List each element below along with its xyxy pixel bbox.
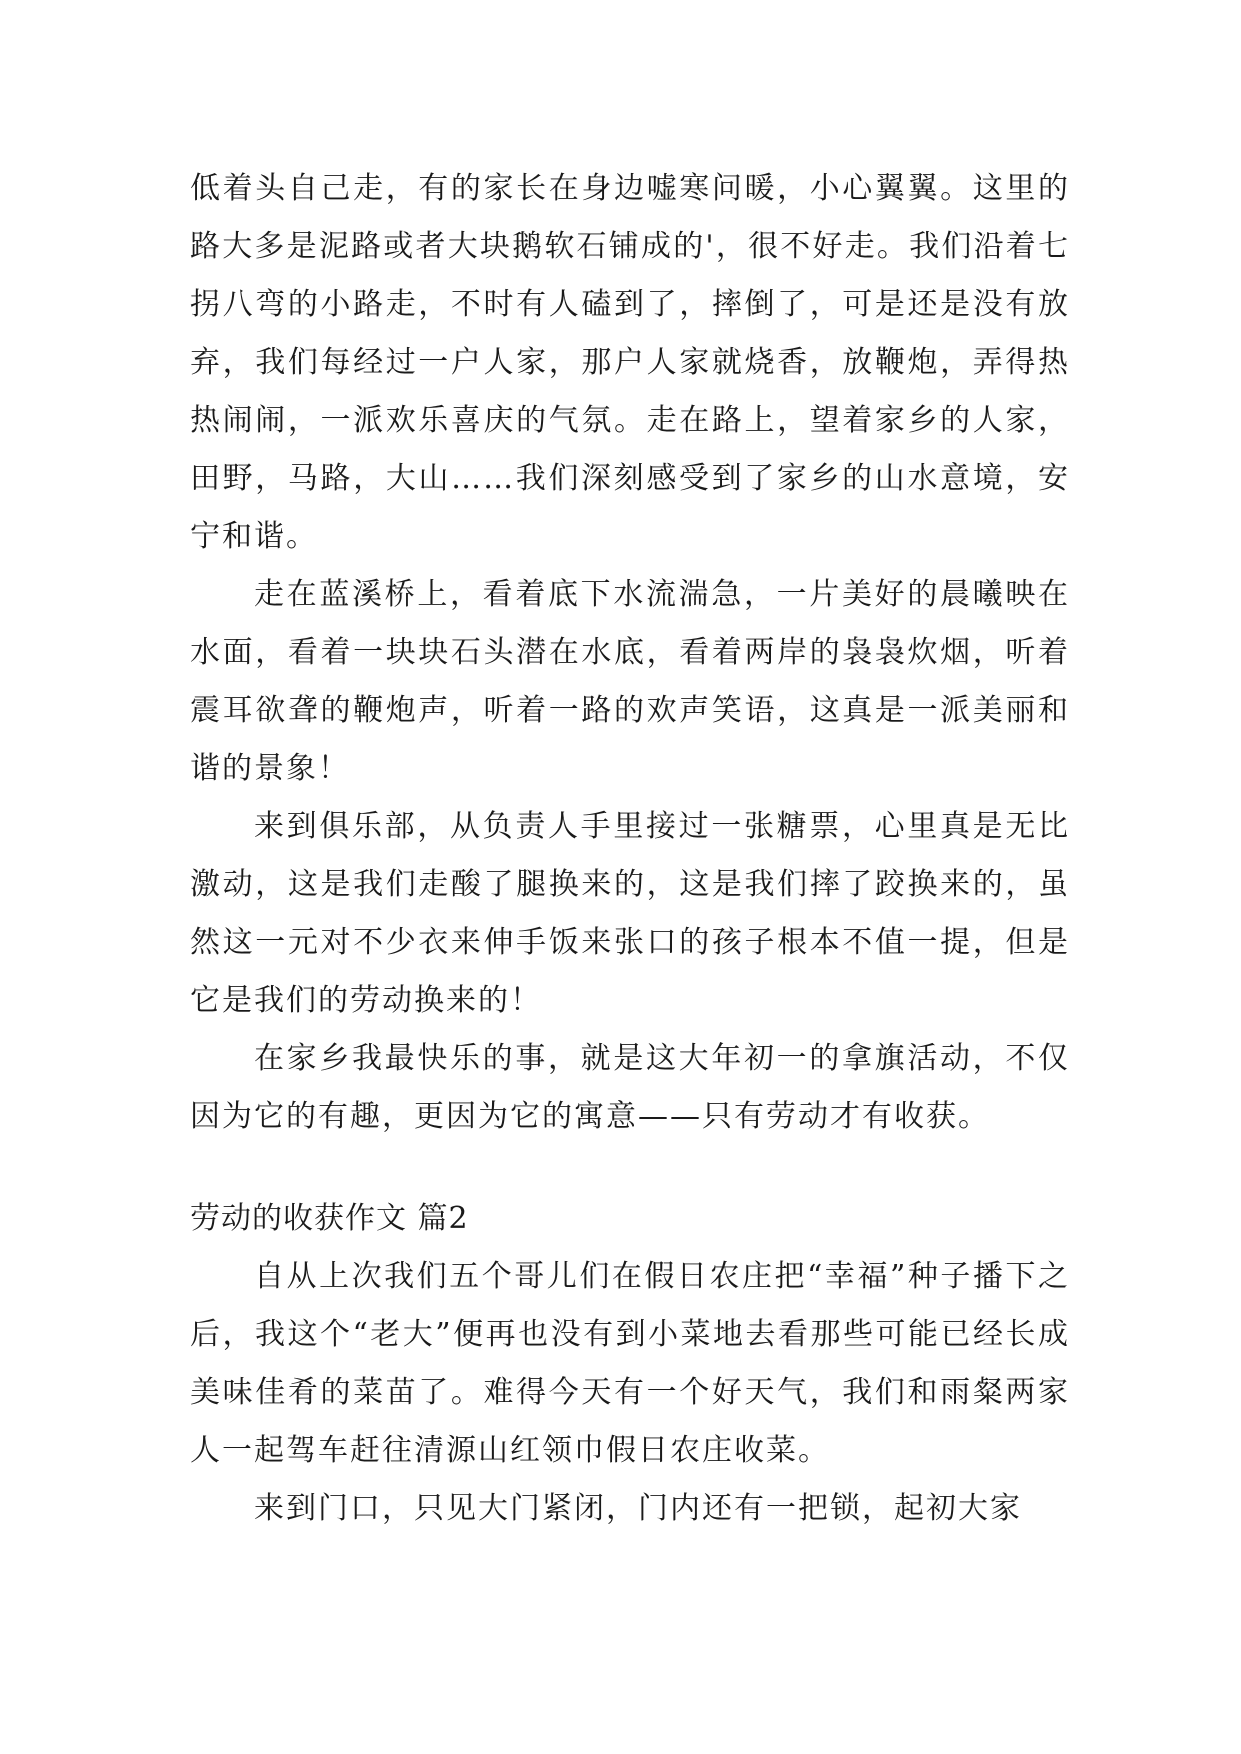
section-title: 劳动的收获作文 篇2 [190, 1201, 469, 1236]
paragraph: 在家乡我最快乐的事，就是这大年初一的拿旗活动，不仅因为它的有趣，更因为它的寓意——只有劳动才有收获。 [190, 1041, 1070, 1134]
text-column [190, 160, 1070, 1538]
paragraph: 自从上次我们五个哥儿们在假日农庄把“幸福”种子播下之后，我这个“老大”便再也没有到小菜地去看那些可能已经长成美味佳肴的菜苗了。难得今天有一个好天气，我们和雨粲两家人一起驾车赶往清源山红领巾假日农庄收菜。 [190, 1259, 1070, 1468]
paragraph: 来到俱乐部，从负责人手里接过一张糖票，心里真是无比激动，这是我们走酸了腿换来的，这是我们摔了跤换来的，虽然这一元对不少衣来伸手饭来张口的孩子根本不值一提，但是它是我们的劳动换来的！ [190, 809, 1070, 1018]
paragraph: 走在蓝溪桥上，看着底下水流湍急，一片美好的晨曦映在水面，看着一块块石头潜在水底，看着两岸的袅袅炊烟，听着震耳欲聋的鞭炮声，听着一路的欢声笑语，这真是一派美丽和谐的景象！ [190, 577, 1070, 786]
paragraph: 来到门口，只见大门紧闭，门内还有一把锁，起初大家 [254, 1491, 1022, 1526]
paragraph-continued: 低着头自己走，有的家长在身边嘘寒问暖，小心翼翼。这里的路大多是泥路或者大块鹅软石铺成的'，很不好走。我们沿着七拐八弯的小路走，不时有人磕到了，摔倒了，可是还是没有放弃，我们每经过一户人家，那户人家就烧香，放鞭炮，弄得热热闹闹，一派欢乐喜庆的气氛。走在路上，望着家乡的人家，田野，马路，大山……我们深刻感受到了家乡的山水意境，安宁和谐。 [190, 171, 1070, 554]
